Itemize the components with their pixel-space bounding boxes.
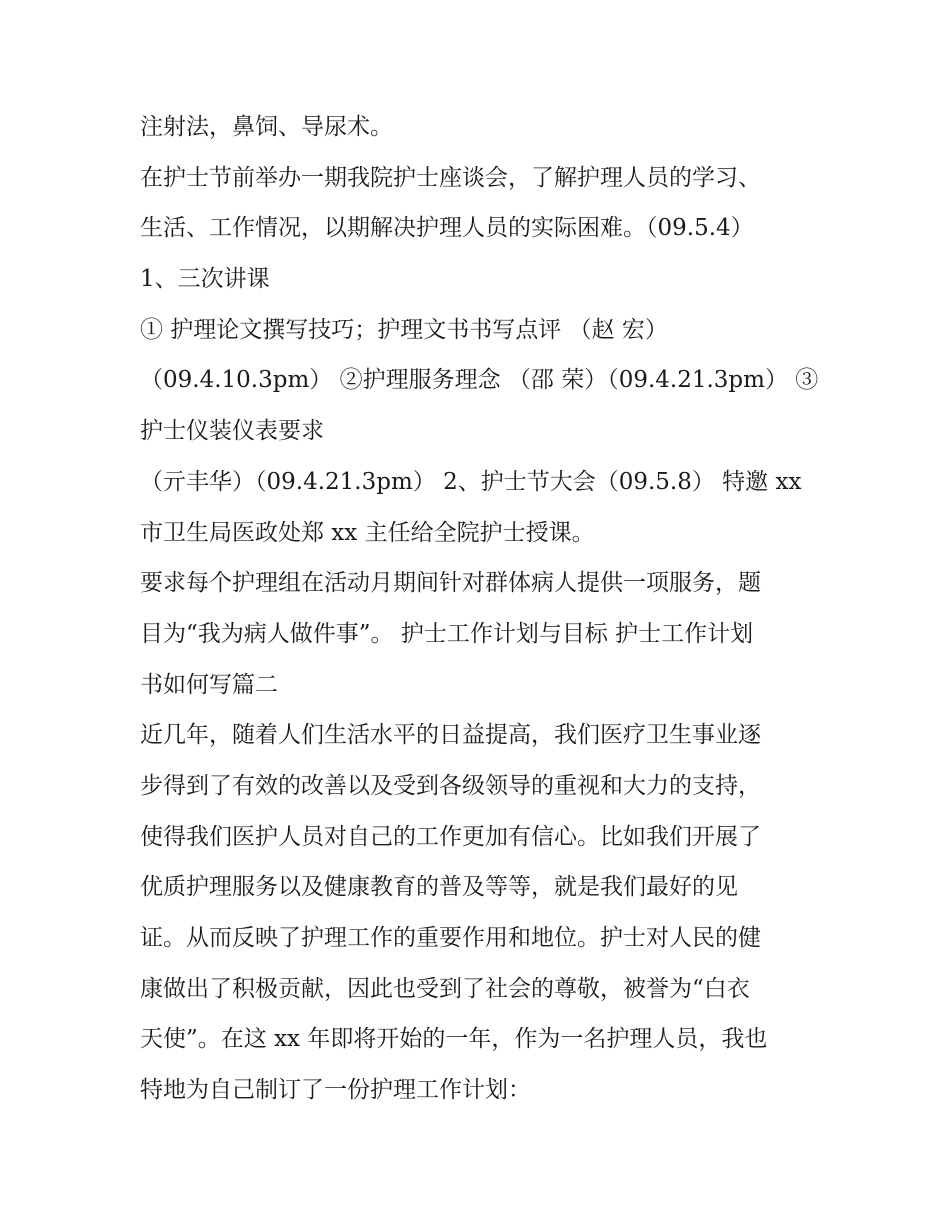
text-line: 书如何写篇二 bbox=[140, 671, 278, 698]
text-line: （09.4.10.3pm） ②护理服务理念 （邵 荣）（09.4.21.3pm） ③ bbox=[140, 367, 819, 394]
text-line: 使得我们医护人员对自己的工作更加有信心。比如我们开展了 bbox=[140, 823, 761, 850]
text-line: 在护士节前举办一期我院护士座谈会，了解护理人员的学习、 bbox=[140, 164, 761, 191]
text-line: 1、三次讲课 bbox=[140, 266, 270, 293]
text-line: 特地为自己制订了一份护理工作计划： bbox=[140, 1077, 531, 1104]
text-line: 市卫生局医政处郑 xx 主任给全院护士授课。 bbox=[140, 519, 595, 546]
text-line: 护士仪装仪表要求 bbox=[140, 418, 324, 445]
text-line: （亓丰华）（09.4.21.3pm） 2、护士节大会（09.5.8） 特邀 xx bbox=[140, 468, 802, 495]
document-body bbox=[140, 102, 820, 1116]
text-line: ① 护理论文撰写技巧；护理文书书写点评 （赵 宏） bbox=[140, 316, 668, 343]
text-line: 目为“我为病人做件事”。 护士工作计划与目标 护士工作计划 bbox=[140, 620, 754, 647]
text-line: 天使”。在这 xx 年即将开始的一年，作为一名护理人员，我也 bbox=[140, 1026, 768, 1053]
text-line: 步得到了有效的改善以及受到各级领导的重视和大力的支持， bbox=[140, 772, 761, 799]
text-line: 生活、工作情况，以期解决护理人员的实际困难。（09.5.4） bbox=[140, 215, 754, 242]
text-line: 优质护理服务以及健康教育的普及等等，就是我们最好的见 bbox=[140, 874, 738, 901]
text-line: 康做出了积极贡献，因此也受到了社会的尊敬，被誉为“白衣 bbox=[140, 975, 750, 1002]
text-line: 注射法，鼻饲、导尿术。 bbox=[140, 114, 393, 140]
text-line: 要求每个护理组在活动月期间针对群体病人提供一项服务，题 bbox=[140, 570, 761, 597]
text-line: 证。从而反映了护理工作的重要作用和地位。护士对人民的健 bbox=[140, 925, 761, 951]
text-line: 近几年，随着人们生活水平的日益提高，我们医疗卫生事业逐 bbox=[140, 722, 761, 749]
